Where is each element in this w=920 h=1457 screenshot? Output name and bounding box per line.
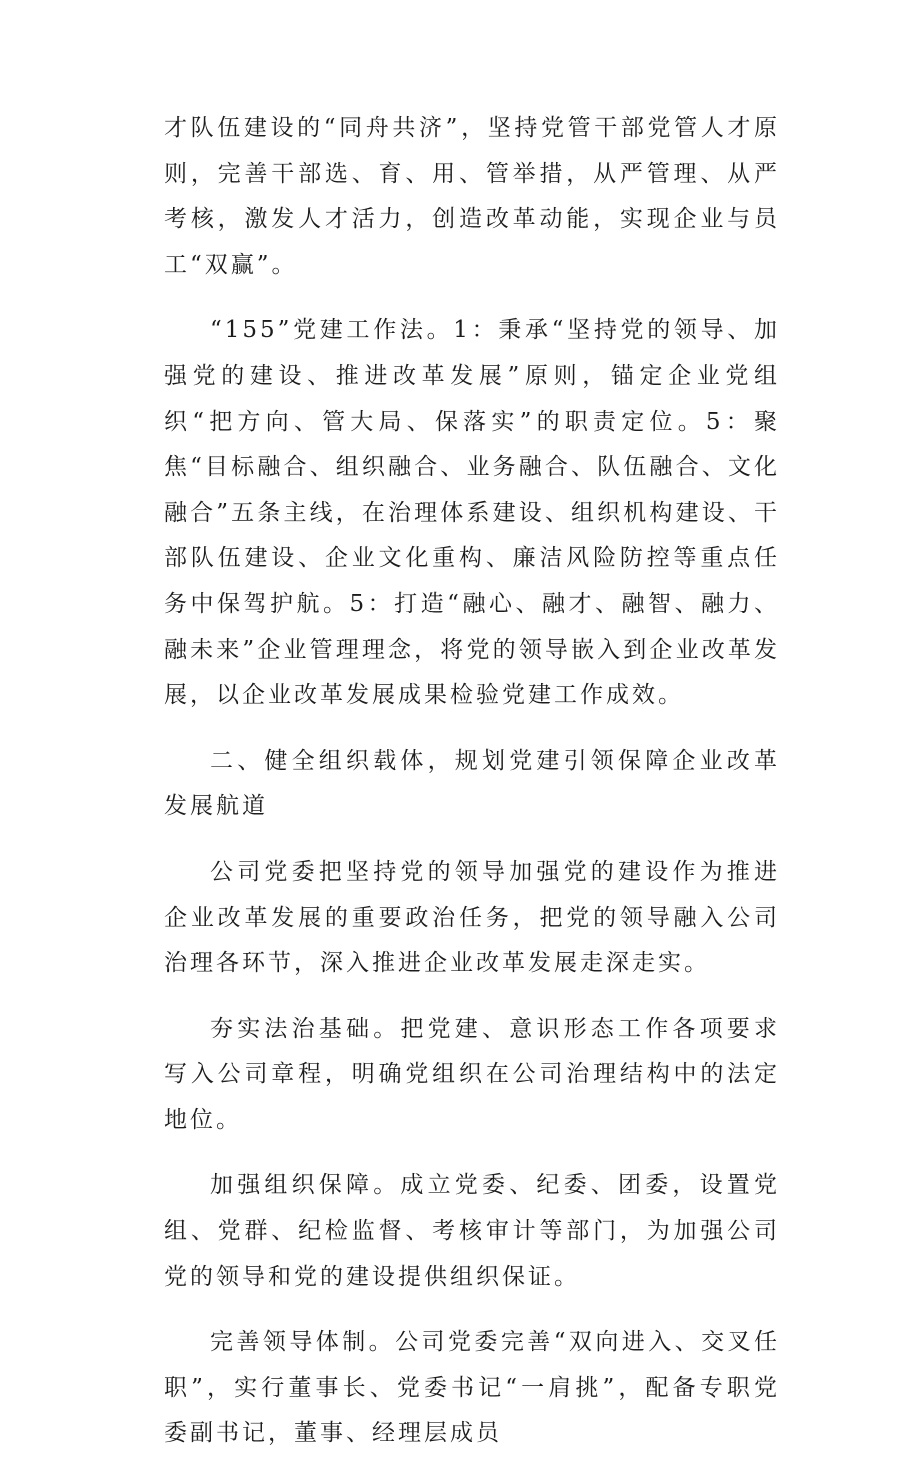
paragraph-party-committee: 公司党委把坚持党的领导加强党的建设作为推进企业改革发展的重要政治任务，把党的领导融入公司治理各环节，深入推进企业改革发展走深走实。 [164,858,780,977]
paragraph-legal-foundation: 夯实法治基础。把党建、意识形态工作各项要求写入公司章程，明确党组织在公司治理结构中的法定地位。 [164,1015,780,1133]
section-heading-two: 二、健全组织载体，规划党建引领保障企业改革发展航道 [164,747,780,820]
paragraph-155-work-method: “155”党建工作法。1：秉承“坚持党的领导、加强党的建设、推进改革发展”原则，锚定企业党组织“把方向、管大局、保落实”的职责定位。5：聚焦“目标融合、组织融合、业务融合、队伍融合、文化融合”五条主线，在治理体系建设、组织机构建设、干部队伍建设、企业文化重构、廉洁风险防控等重点任务中保驾护航。5：打造“融心、融才、融智、融力、融未来”企业管理理念，将党的领导嵌入到企业改革发展，以企业改革发展成果检验党建工作成效。 [164,317,780,709]
paragraph-leadership-system: 完善领导体制。公司党委完善“双向进入、交叉任职”，实行董事长、党委书记“一肩挑”，配备专职党委副书记，董事、经理层成员 [164,1329,780,1447]
paragraph-organizational-guarantee: 加强组织保障。成立党委、纪委、团委，设置党组、党群、纪检监督、考核审计等部门，为加强公司党的领导和党的建设提供组织保证。 [164,1172,780,1290]
paragraph-continuation-talent: 才队伍建设的“同舟共济”，坚持党管干部党管人才原则，完善干部选、育、用、管举措，从严管理、从严考核，激发人才活力，创造改革动能，实现企业与员工“双赢”。 [164,115,780,278]
